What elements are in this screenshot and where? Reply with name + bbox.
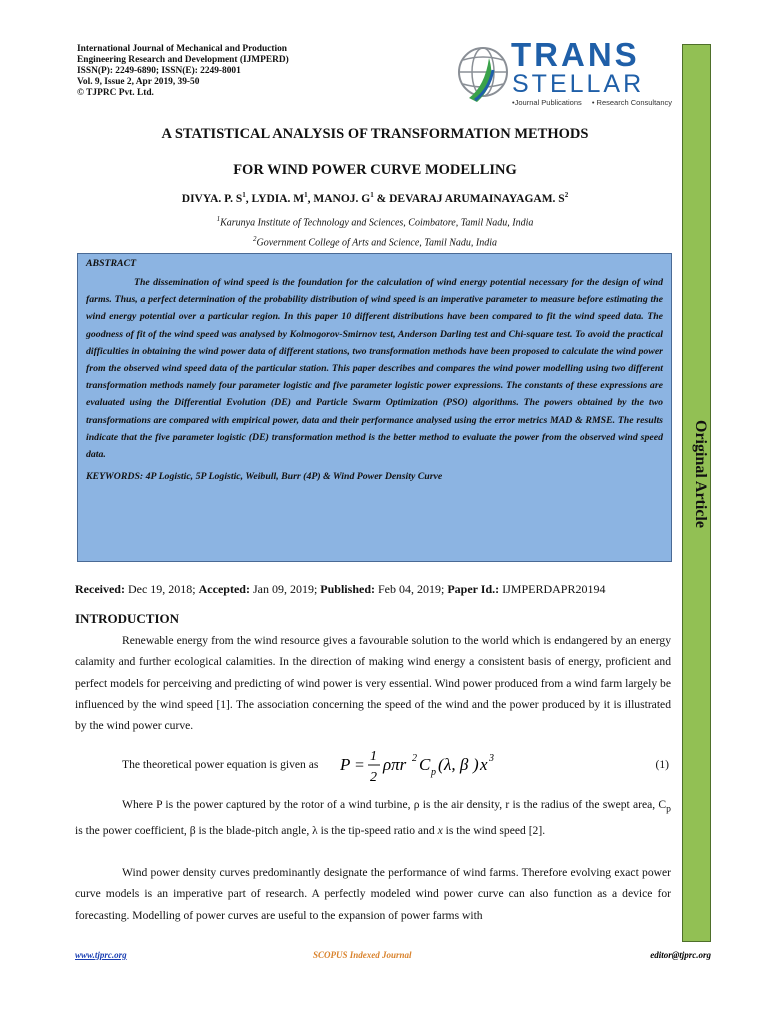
abstract-box (77, 253, 672, 562)
globe-icon (455, 40, 515, 115)
paper-title-line-1: A STATISTICAL ANALYSIS OF TRANSFORMATION METHODS (161, 126, 589, 142)
journal-line: Engineering Research and Development (IJMPERD) (77, 55, 289, 65)
svg-text:3: 3 (489, 753, 494, 764)
equation-line (75, 746, 671, 788)
paragraph-text: Wind power density curves predominantly designate the performance of wind farms. Therefore evolving exact power curve models is an imperative part of research. A perfectly modeled wind power curve can also function as a device for forecasting. Modelling of power curves are useful to the expansion of power farms with (75, 866, 671, 922)
svg-text:p: p (431, 767, 436, 778)
author-separator: & (373, 192, 390, 205)
power-equation-graphic (340, 746, 520, 788)
paragraph-text: is the wind speed [2]. (442, 823, 546, 837)
paragraph-text: Where P is the power captured by the rotor of a wind turbine, ρ is the air density, r is the radius of the swept area, C (122, 798, 667, 811)
keywords: KEYWORDS: 4P Logistic, 5P Logistic, Weibull, Burr (4P) & Wind Power Density Curve (86, 471, 443, 483)
affiliation (75, 235, 675, 248)
paragraph-text: Renewable energy from the wind resource gives a favourable solution to the world which is endangered by an energy calamity and further ecological calamities. In the direction of making wind energy a consistent basis of energy, proficient and perfect models for perceiving and predicting of wind power is very essential. Wind power produced from a wind farm largely be influenced by the wind speed [1]. The association concerning the speed of the wind and the power produced by it is illustrated by the wind power curve. (75, 634, 671, 733)
author-affil-mark: 1 (370, 191, 374, 199)
author-affil-mark: 2 (564, 191, 569, 199)
scopus-note: SCOPUS Indexed Journal (313, 950, 412, 960)
section-heading-introduction: INTRODUCTION (75, 611, 180, 626)
svg-text:P: P (340, 755, 351, 774)
journal-line: ISSN(P): 2249-6890; ISSN(E): 2249-8001 (77, 66, 241, 76)
abstract-text: The dissemination of wind speed is the foundation for the calculation of wind energy potential necessary for the design of wind farms. Thus, a perfect determination of the probability distribution of wind speed is an imperative parameter to measure before estimating the wind energy potential over a particular region. In this paper 10 different distributions have been compared to fit the wind speed data. The goodness of fit of the wind speed was analysed by Kolmogorov-Smirnov test, Anderson Darling test and Chi-square test. To avoid the practical difficulties in obtaining the wind power data of different stations, two transformation methods have been proposed to calculate the wind power from the observed wind speed data of the particular station. This paper describes and compares the wind power modelling using two different transformation methods namely four parameter logistic and five parameter logistic power expressions. The constants of these expressions are evaluated using the Differential Evolution (DE) and Particle Swarm Optimization (PSO) algorithms. The powers obtained by the two transformations are compared with empirical power, data and their performance analysed using the error metrics MAD & RMSE. The results indicate that the five parameter logistic (DE) transformation method is the better method to evaluate the power from the observed wind speed data. (86, 277, 663, 461)
received-date: Dec 19, 2018; (127, 582, 196, 596)
author-separator: , (307, 192, 314, 205)
svg-text:2: 2 (370, 770, 377, 785)
author-affil-mark: 1 (242, 191, 246, 199)
author-list (75, 191, 675, 205)
affiliation-mark: 1 (216, 215, 221, 223)
paper-title-line-2: FOR WIND POWER CURVE MODELLING (233, 162, 517, 178)
published-date: Feb 04, 2019; (377, 582, 445, 596)
logo-tag-journal: •Journal Publications (512, 98, 582, 107)
author-affil-mark: 1 (304, 191, 308, 199)
publication-dates (75, 582, 675, 597)
paper-id: IJMPERDAPR20194 (502, 582, 606, 596)
logo-tagline (512, 98, 680, 107)
intro-paragraph-3 (75, 862, 671, 926)
page-footer (75, 950, 711, 964)
editor-email[interactable]: editor@tjprc.org (650, 950, 711, 960)
power-equation (340, 746, 520, 793)
author-name: LYDIA. M (251, 192, 305, 205)
svg-text:): ) (473, 755, 479, 774)
affiliation (75, 215, 675, 228)
journal-line: International Journal of Mechanical and Production (77, 44, 287, 54)
journal-line: © TJPRC Pvt. Ltd. (77, 88, 154, 98)
svg-text:2: 2 (412, 753, 417, 764)
equation-lead-text: The theoretical power equation is given as (122, 758, 319, 771)
published-label: Published: (320, 582, 375, 596)
svg-text:x: x (480, 755, 488, 774)
affiliation-text: Government College of Arts and Science, Tamil Nadu, India (256, 237, 498, 249)
author-name: DIVYA. P. S (181, 192, 243, 205)
paragraph-text: is the power coefficient, β is the blade-pitch angle, λ is the tip-speed ratio and (75, 823, 438, 837)
author-name: MANOJ. G (313, 192, 371, 205)
abstract-heading: ABSTRACT (86, 258, 137, 269)
svg-text:C: C (419, 755, 431, 774)
svg-text:(: ( (438, 755, 444, 774)
journal-info (77, 44, 377, 99)
subscript-p: p (666, 803, 671, 815)
svg-text:ρπr: ρπr (383, 755, 407, 774)
svg-text:λ, β: λ, β (444, 755, 469, 774)
logo-wordmark-stellar: STELLAR (512, 70, 645, 98)
logo-wordmark-trans: TRANS (511, 36, 640, 73)
journal-line: Vol. 9, Issue 2, Apr 2019, 39-50 (77, 77, 200, 87)
intro-paragraph-2 (75, 794, 671, 841)
accepted-date: Jan 09, 2019; (252, 582, 318, 596)
accepted-label: Accepted: (198, 582, 250, 596)
affiliation-text: Karunya Institute of Technology and Sciences, Coimbatore, Tamil Nadu, India (220, 217, 534, 229)
transstellar-logo (455, 36, 675, 115)
logo-tag-research: • Research Consultancy (591, 98, 673, 107)
affiliation-mark: 2 (252, 235, 257, 243)
received-label: Received: (75, 582, 125, 596)
equation-number: (1) (655, 758, 669, 771)
intro-paragraph-1 (75, 630, 671, 736)
author-separator: , (245, 192, 252, 205)
svg-text:=: = (354, 757, 365, 774)
journal-website-link[interactable]: www.tjprc.org (75, 950, 127, 960)
variable-x: x (437, 823, 443, 837)
article-type-label: Original Article (692, 420, 709, 528)
author-name: DEVARAJ ARUMAINAYAGAM. S (389, 192, 565, 205)
paper-id-label: Paper Id.: (447, 582, 500, 596)
svg-text:1: 1 (370, 749, 377, 764)
